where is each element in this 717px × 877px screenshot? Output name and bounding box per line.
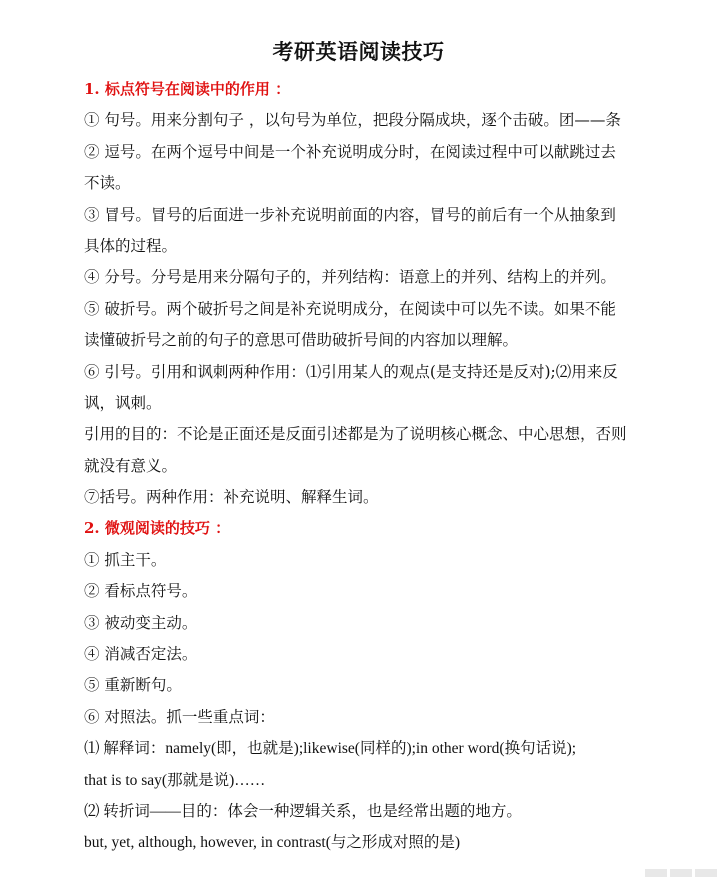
section-heading: 1. 标点符号在阅读中的作用 ： [84, 80, 291, 98]
paragraph-line: ⑵ 转折词——目的：体会一种逻辑关系，也是经常出题的地方。 [84, 802, 522, 820]
paragraph-line: ⑥ 引号。引用和讽刺两种作用：⑴引用某人的观点(是支持还是反对);⑵用来反 [84, 362, 618, 381]
paragraph-line: that is to say(那就是说)…… [84, 771, 266, 789]
status-bar-segment [695, 869, 717, 877]
paragraph-line: 具体的过程。 [84, 236, 178, 255]
paragraph-line: ④ 分号。分号是用来分隔句子的，并列结构：语意上的并列、结构上的并列。 [84, 268, 616, 287]
paragraph-line: ⑤ 破折号。两个破折号之间是补充说明成分，在阅读中可以先不读。如果不能 [84, 299, 616, 318]
status-bar-fragment [597, 869, 717, 877]
paragraph-line: 不读。 [84, 174, 131, 193]
paragraph-line: 讽，讽刺。 [84, 393, 162, 412]
paragraph-line: ④ 消减否定法。 [84, 645, 198, 664]
paragraph-line: ① 句号。用来分割句子 ，以句号为单位，把段分隔成块，逐个击破。团——条 [84, 111, 621, 130]
paragraph-line: 就没有意义。 [84, 456, 178, 475]
paragraph-line: 引用的目的：不论是正面还是反面引述都是为了说明核心概念、中心思想，否则 [84, 425, 627, 444]
paragraph-line: ⑴ 解释词：namely(即，也就是);likewise(同样的);in other word(换句话说); [84, 740, 577, 758]
paragraph-line: ③ 冒号。冒号的后面进一步补充说明前面的内容，冒号的前后有一个从抽象到 [84, 205, 616, 224]
paragraph-line: ① 抓主干。 [84, 550, 167, 569]
paragraph-line: ② 看标点符号。 [84, 582, 198, 601]
paragraph-line: ⑦括号。两种作用：补充说明、解释生词。 [84, 488, 379, 507]
paragraph-line: ⑥ 对照法。抓一些重点词： [84, 707, 275, 726]
paragraph-line: ③ 被动变主动。 [84, 613, 198, 632]
document-title: 考研英语阅读技巧 [272, 39, 445, 64]
paragraph-line: 读懂破折号之前的句子的意思可借助破折号间的内容加以理解。 [84, 331, 519, 350]
document-body [84, 74, 664, 859]
status-bar-segment [645, 869, 667, 877]
status-bar-segment [670, 869, 692, 877]
paragraph-line: but, yet, although, however, in contrast(与之形成对照的是) [84, 834, 461, 852]
paragraph-line: ⑤ 重新断句。 [84, 676, 182, 695]
section-heading: 2. 微观阅读的技巧 ： [84, 519, 231, 538]
paragraph-line: ② 逗号。在两个逗号中间是一个补充说明成分时，在阅读过程中可以献跳过去 [84, 142, 616, 161]
